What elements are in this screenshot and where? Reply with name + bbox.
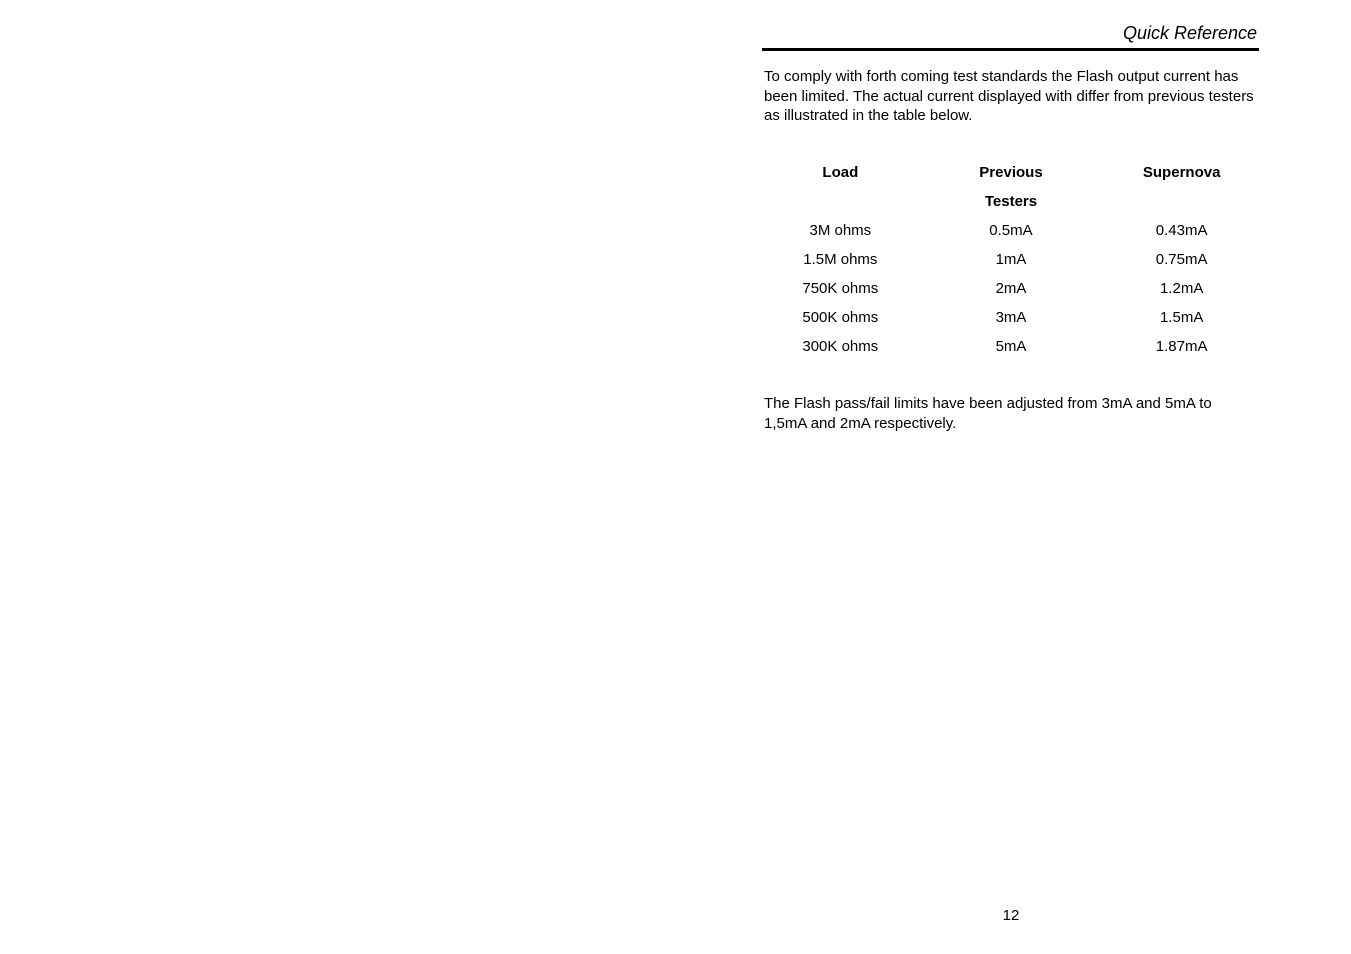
column-header-supernova-line1: Supernova — [1142, 164, 1221, 181]
intro-paragraph: To comply with forth coming test standards the Flash output current has been limited. The actual current displayed with differ from previous testers as illustrated in the table below. — [764, 68, 1254, 124]
table-cell-previous: 2mA — [995, 280, 1027, 297]
header-title: Quick Reference — [1122, 23, 1257, 43]
current-comparison-table — [755, 158, 1267, 361]
table-row — [755, 332, 1267, 361]
column-header-load-line1: Load — [822, 164, 859, 181]
flash-limits-note: The Flash pass/fail limits have been adjusted from 3mA and 5mA to 1,5mA and 2mA respectively. — [764, 395, 1212, 432]
page-number: 12 — [1002, 907, 1020, 924]
table-row — [755, 274, 1267, 303]
table-row — [755, 216, 1267, 245]
table-cell-previous: 5mA — [995, 338, 1027, 355]
table-cell-load: 300K ohms — [802, 338, 879, 355]
table-cell-load: 500K ohms — [802, 309, 879, 326]
column-header-supernova-line2 — [1096, 187, 1267, 216]
table-row — [755, 303, 1267, 332]
table-cell-load: 3M ohms — [809, 222, 872, 239]
table-cell-previous: 0.5mA — [989, 222, 1033, 239]
table-cell-previous: 3mA — [995, 309, 1027, 326]
table-cell-supernova: 0.75mA — [1155, 251, 1208, 268]
table-cell-supernova: 1.5mA — [1159, 309, 1204, 326]
column-header-previous-testers — [926, 158, 1097, 216]
table-cell-load: 750K ohms — [802, 280, 879, 297]
table-cell-previous: 1mA — [995, 251, 1027, 268]
column-header-load-line2 — [755, 187, 926, 216]
table-cell-supernova: 1.2mA — [1159, 280, 1204, 297]
table-cell-supernova: 1.87mA — [1155, 338, 1208, 355]
column-header-previous-line1: Previous — [979, 164, 1043, 181]
page-header — [762, 20, 1259, 51]
table-header-row — [755, 158, 1267, 216]
table-cell-load: 1.5M ohms — [803, 251, 878, 268]
column-header-previous-line2: Testers — [984, 193, 1038, 210]
table-cell-supernova: 0.43mA — [1155, 222, 1208, 239]
table-row — [755, 245, 1267, 274]
column-header-supernova — [1096, 158, 1267, 216]
column-header-load — [755, 158, 926, 216]
